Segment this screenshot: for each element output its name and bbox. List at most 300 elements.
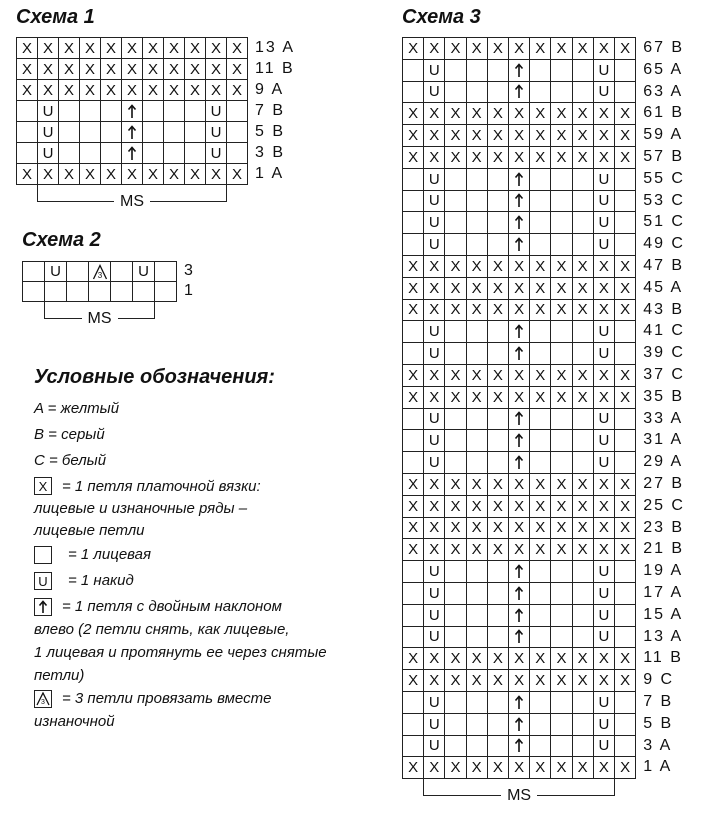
knit-cell: [402, 451, 424, 474]
knit-cell: [79, 100, 101, 122]
double-decrease-cell: [508, 582, 530, 605]
garter-stitch-cell: X: [508, 647, 530, 670]
garter-stitch-cell: X: [529, 386, 551, 409]
knit-cell: [572, 320, 594, 343]
garter-stitch-cell: X: [402, 386, 424, 409]
knit-cell: [444, 190, 466, 213]
double-decrease-icon: [514, 172, 524, 187]
row-label: 27 B: [643, 475, 685, 492]
garter-stitch-cell: X: [423, 473, 445, 496]
garter-stitch-cell: X: [487, 473, 509, 496]
garter-stitch-cell: X: [466, 495, 488, 518]
garter-stitch-cell: X: [614, 37, 636, 60]
knit-cell: [100, 100, 122, 122]
yarn-over-cell: U: [593, 713, 615, 736]
garter-stitch-cell: X: [529, 756, 551, 779]
yarn-over-cell: U: [423, 320, 445, 343]
knit-cell: [572, 451, 594, 474]
garter-stitch-cell: X: [79, 79, 101, 101]
garter-stitch-cell: X: [16, 37, 38, 59]
yarn-over-cell: U: [44, 261, 67, 282]
double-decrease-icon: [514, 608, 524, 623]
garter-stitch-cell: X: [444, 124, 466, 147]
garter-stitch-cell: X: [614, 124, 636, 147]
knit-cell: [572, 168, 594, 191]
knit-cell: [529, 320, 551, 343]
garter-stitch-cell: X: [487, 102, 509, 125]
double-decrease-icon: [514, 63, 524, 78]
double-decrease-icon: [514, 84, 524, 99]
knit-cell: [444, 408, 466, 431]
yarn-over-cell: U: [593, 429, 615, 452]
yarn-over-cell: U: [593, 735, 615, 758]
knit-cell: [487, 604, 509, 627]
knit-cell: [614, 735, 636, 758]
yarn-over-cell: U: [423, 626, 445, 649]
knit-cell: [550, 211, 572, 234]
garter-stitch-cell: X: [487, 669, 509, 692]
schema3-title: Схема 3: [402, 6, 481, 28]
garter-stitch-cell: X: [550, 124, 572, 147]
knit-cell: [487, 429, 509, 452]
knit-cell: [466, 211, 488, 234]
garter-stitch-cell: X: [79, 37, 101, 59]
garter-stitch-cell: X: [423, 102, 445, 125]
garter-stitch-cell: X: [508, 146, 530, 169]
double-decrease-icon: [514, 215, 524, 230]
yarn-over-cell: U: [37, 100, 59, 122]
garter-stitch-cell: X: [529, 538, 551, 561]
repeat-bracket: [44, 301, 155, 327]
double-decrease-cell: [508, 451, 530, 474]
garter-stitch-cell: X: [508, 756, 530, 779]
svg-text:3: 3: [41, 699, 45, 706]
knit-cell: [466, 451, 488, 474]
garter-stitch-cell: X: [550, 538, 572, 561]
double-decrease-cell: [508, 168, 530, 191]
garter-stitch-cell: X: [423, 299, 445, 322]
garter-stitch-cell: X: [423, 277, 445, 300]
garter-stitch-cell: X: [593, 538, 615, 561]
knit-cell: [529, 582, 551, 605]
knit-cell: [550, 320, 572, 343]
row-label: 3 B: [255, 144, 286, 161]
knit-cell: [444, 211, 466, 234]
repeat-label: MS: [82, 310, 118, 328]
knit-cell: [88, 281, 111, 302]
garter-stitch-cell: X: [466, 37, 488, 60]
yarn-over-cell: U: [423, 735, 445, 758]
legend-garter-line3: лицевые петли: [34, 522, 145, 539]
garter-stitch-cell: X: [423, 538, 445, 561]
knit-cell: [487, 626, 509, 649]
yarn-over-cell: U: [593, 211, 615, 234]
garter-stitch-cell: X: [423, 756, 445, 779]
knit-cell: [572, 211, 594, 234]
yarn-over-cell: U: [593, 190, 615, 213]
garter-stitch-cell: X: [572, 102, 594, 125]
garter-stitch-cell: X: [121, 79, 143, 101]
knit-cell: [154, 261, 177, 282]
garter-stitch-cell: X: [184, 163, 206, 185]
knit-cell: [444, 81, 466, 104]
knit-cell: [614, 560, 636, 583]
row-label: 3: [184, 262, 195, 279]
garter-stitch-cell: X: [466, 277, 488, 300]
double-decrease-cell: [508, 408, 530, 431]
knit-cell: [572, 604, 594, 627]
knit-cell: [184, 121, 206, 143]
garter-stitch-cell: X: [466, 364, 488, 387]
row-label: 47 B: [643, 257, 685, 274]
knit-cell: [226, 142, 248, 164]
row-label: 13 A: [643, 627, 684, 645]
row-label: 59 A: [643, 126, 684, 144]
legend-dec-line2: влево (2 петли снять, как лицевые,: [34, 621, 290, 638]
legend-purl3-line1: = 3 петли провязать вместе: [62, 690, 272, 707]
garter-stitch-cell: X: [163, 58, 185, 80]
row-label: 9 C: [643, 671, 675, 689]
double-decrease-cell: [508, 211, 530, 234]
garter-stitch-cell: X: [16, 58, 38, 80]
garter-stitch-cell: X: [184, 58, 206, 80]
garter-stitch-cell: X: [402, 517, 424, 540]
knit-cell: [444, 713, 466, 736]
garter-stitch-cell: X: [593, 364, 615, 387]
legend-title: Условные обозначения:: [34, 366, 275, 388]
yarn-over-cell: U: [423, 190, 445, 213]
knit-cell: [110, 261, 133, 282]
knit-cell: [529, 735, 551, 758]
garter-stitch-cell: X: [444, 647, 466, 670]
yarn-over-cell: U: [37, 121, 59, 143]
garter-stitch-cell: X: [508, 473, 530, 496]
knit-cell: [572, 81, 594, 104]
knit-cell: [444, 429, 466, 452]
knit-cell: [16, 121, 38, 143]
garter-stitch-cell: X: [550, 255, 572, 278]
knit-cell: [466, 604, 488, 627]
garter-stitch-cell: X: [508, 277, 530, 300]
garter-stitch-cell: X: [529, 255, 551, 278]
garter-stitch-cell: X: [184, 37, 206, 59]
garter-stitch-cell: X: [572, 386, 594, 409]
knit-cell: [444, 735, 466, 758]
knit-cell: [529, 429, 551, 452]
knit-cell: [572, 560, 594, 583]
knit-cell: [529, 713, 551, 736]
row-label: 5 B: [255, 123, 286, 140]
garter-stitch-cell: X: [593, 124, 615, 147]
legend-knit: = 1 лицевая: [68, 546, 152, 563]
double-decrease-icon: [514, 695, 524, 710]
row-label: 7 B: [255, 102, 286, 119]
knit-cell: [444, 560, 466, 583]
garter-stitch-cell: X: [423, 517, 445, 540]
garter-stitch-cell: X: [529, 647, 551, 670]
garter-stitch-cell: X: [423, 647, 445, 670]
garter-stitch-cell: X: [121, 58, 143, 80]
row-label: 49 C: [643, 235, 685, 253]
knit-cell: [550, 190, 572, 213]
knit-cell: [529, 168, 551, 191]
knit-cell: [614, 604, 636, 627]
knit-cell: [142, 142, 164, 164]
yarn-over-cell: U: [593, 168, 615, 191]
garter-stitch-cell: X: [163, 79, 185, 101]
garter-stitch-cell: X: [16, 163, 38, 185]
knit-cell: [572, 342, 594, 365]
garter-stitch-cell: X: [466, 473, 488, 496]
knit-cell: [444, 691, 466, 714]
garter-stitch-cell: X: [121, 37, 143, 59]
knit-cell: [614, 211, 636, 234]
double-decrease-icon: [514, 455, 524, 470]
garter-stitch-cell: X: [614, 277, 636, 300]
knit-cell: [466, 190, 488, 213]
knit-cell: [402, 713, 424, 736]
yarn-over-cell: U: [423, 451, 445, 474]
garter-stitch-cell: X: [100, 163, 122, 185]
yarn-over-cell: U: [37, 142, 59, 164]
garter-stitch-cell: X: [529, 495, 551, 518]
garter-stitch-cell: X: [487, 299, 509, 322]
knit-cell: [132, 281, 155, 302]
garter-stitch-cell: X: [487, 495, 509, 518]
knit-cell: [466, 168, 488, 191]
garter-stitch-cell: X: [487, 277, 509, 300]
garter-stitch-cell: X: [466, 102, 488, 125]
knit-cell: [110, 281, 133, 302]
garter-stitch-cell: X: [444, 517, 466, 540]
knit-cell: [487, 408, 509, 431]
row-label: 19 A: [643, 562, 684, 580]
garter-stitch-cell: X: [444, 386, 466, 409]
garter-stitch-cell: X: [402, 299, 424, 322]
garter-stitch-cell: X: [529, 299, 551, 322]
garter-stitch-cell: X: [529, 37, 551, 60]
garter-stitch-cell: X: [466, 255, 488, 278]
garter-stitch-cell: X: [550, 473, 572, 496]
garter-stitch-cell: X: [402, 364, 424, 387]
garter-stitch-cell: X: [529, 146, 551, 169]
garter-stitch-cell: X: [614, 517, 636, 540]
knit-cell: [529, 451, 551, 474]
knit-cell: [614, 233, 636, 256]
double-decrease-cell: [121, 142, 143, 164]
garter-stitch-cell: X: [572, 647, 594, 670]
garter-stitch-cell: X: [466, 538, 488, 561]
knit-cell: [614, 168, 636, 191]
garter-stitch-cell: X: [423, 255, 445, 278]
knit-cell: [163, 142, 185, 164]
double-decrease-icon: [514, 586, 524, 601]
garter-stitch-cell: X: [572, 146, 594, 169]
knit-cell: [402, 560, 424, 583]
garter-stitch-cell: X: [163, 37, 185, 59]
double-decrease-cell: [508, 59, 530, 82]
knit-cell: [16, 142, 38, 164]
knit-cell: [550, 342, 572, 365]
knit-cell: [402, 604, 424, 627]
knit-cell: [529, 59, 551, 82]
knit-cell: [44, 281, 67, 302]
garter-stitch-cell: X: [444, 364, 466, 387]
garter-stitch-cell: X: [423, 124, 445, 147]
garter-stitch-cell: X: [572, 756, 594, 779]
knit-cell: [466, 429, 488, 452]
knit-cell: [402, 320, 424, 343]
knit-cell: [572, 190, 594, 213]
double-decrease-cell: [508, 626, 530, 649]
knit-cell: [550, 713, 572, 736]
double-decrease-icon: [127, 125, 137, 140]
row-label: 33 A: [643, 409, 684, 427]
yarn-over-cell: U: [593, 451, 615, 474]
knit-cell: [614, 81, 636, 104]
garter-stitch-symbol: X: [34, 477, 52, 495]
row-label: 1 A: [255, 165, 285, 182]
knit-cell: [100, 121, 122, 143]
garter-stitch-cell: X: [593, 255, 615, 278]
garter-stitch-cell: X: [593, 37, 615, 60]
knit-cell: [466, 582, 488, 605]
knit-cell: [614, 691, 636, 714]
garter-stitch-cell: X: [226, 163, 248, 185]
row-label: 15 A: [643, 605, 684, 623]
garter-stitch-cell: X: [614, 146, 636, 169]
row-label: 57 B: [643, 148, 685, 165]
knit-cell: [614, 451, 636, 474]
garter-stitch-cell: X: [487, 756, 509, 779]
garter-stitch-cell: X: [529, 364, 551, 387]
row-label: 63 A: [643, 82, 684, 100]
knit-cell: [487, 59, 509, 82]
knit-cell: [444, 626, 466, 649]
knit-cell: [402, 190, 424, 213]
schema1-title: Схема 1: [16, 6, 95, 28]
yarn-over-cell: U: [593, 233, 615, 256]
garter-stitch-cell: X: [508, 538, 530, 561]
knit-cell: [444, 59, 466, 82]
knit-cell: [466, 408, 488, 431]
knit-cell: [402, 691, 424, 714]
knit-cell: [572, 735, 594, 758]
garter-stitch-cell: X: [614, 495, 636, 518]
garter-stitch-cell: X: [100, 37, 122, 59]
yarn-over-cell: U: [423, 408, 445, 431]
knit-cell: [487, 320, 509, 343]
knit-cell: [163, 100, 185, 122]
garter-stitch-cell: X: [572, 277, 594, 300]
garter-stitch-cell: X: [572, 517, 594, 540]
knit-cell: [487, 713, 509, 736]
garter-stitch-cell: X: [205, 79, 227, 101]
garter-stitch-cell: X: [487, 538, 509, 561]
row-label: 23 B: [643, 518, 685, 536]
legend-dec-line1: = 1 петля с двойным наклоном: [62, 598, 282, 615]
double-decrease-icon: [514, 717, 524, 732]
garter-stitch-cell: X: [508, 124, 530, 147]
garter-stitch-cell: X: [508, 669, 530, 692]
garter-stitch-cell: X: [550, 669, 572, 692]
double-decrease-cell: [508, 342, 530, 365]
yarn-over-cell: U: [423, 582, 445, 605]
knit-cell: [402, 81, 424, 104]
garter-stitch-cell: X: [466, 124, 488, 147]
knit-cell: [572, 59, 594, 82]
knit-cell: [614, 713, 636, 736]
garter-stitch-cell: X: [402, 647, 424, 670]
row-label: 45 A: [643, 278, 684, 296]
knit-cell: [66, 261, 89, 282]
knit-cell: [444, 168, 466, 191]
garter-stitch-cell: X: [444, 255, 466, 278]
double-decrease-cell: [508, 233, 530, 256]
row-label: 29 A: [643, 453, 684, 471]
double-decrease-icon: [514, 738, 524, 753]
repeat-bracket: [423, 778, 615, 805]
knit-cell: [402, 211, 424, 234]
garter-stitch-cell: X: [508, 386, 530, 409]
knit-cell: [550, 233, 572, 256]
row-label: 55 C: [643, 169, 685, 187]
double-decrease-cell: [508, 735, 530, 758]
garter-stitch-cell: X: [572, 538, 594, 561]
garter-stitch-cell: X: [508, 37, 530, 60]
garter-stitch-cell: X: [142, 37, 164, 59]
knit-cell: [550, 604, 572, 627]
yarn-over-cell: U: [132, 261, 155, 282]
knit-cell: [142, 121, 164, 143]
yarn-over-cell: U: [423, 560, 445, 583]
double-decrease-icon: [514, 411, 524, 426]
knit-cell: [466, 691, 488, 714]
garter-stitch-cell: X: [466, 146, 488, 169]
knit-cell: [487, 691, 509, 714]
garter-stitch-cell: X: [142, 79, 164, 101]
garter-stitch-cell: X: [402, 756, 424, 779]
knit-cell: [79, 142, 101, 164]
garter-stitch-cell: X: [444, 102, 466, 125]
knit-cell: [487, 451, 509, 474]
double-decrease-cell: [121, 121, 143, 143]
knit-cell: [487, 560, 509, 583]
knit-cell: [550, 451, 572, 474]
garter-stitch-cell: X: [444, 756, 466, 779]
garter-stitch-cell: X: [58, 79, 80, 101]
garter-stitch-cell: X: [58, 58, 80, 80]
garter-stitch-cell: X: [226, 58, 248, 80]
knit-cell: [529, 190, 551, 213]
yarn-over-cell: U: [423, 691, 445, 714]
garter-stitch-cell: X: [593, 647, 615, 670]
garter-stitch-cell: X: [79, 163, 101, 185]
knit-cell: [402, 59, 424, 82]
garter-stitch-cell: X: [593, 473, 615, 496]
garter-stitch-cell: X: [205, 37, 227, 59]
garter-stitch-cell: X: [402, 495, 424, 518]
garter-stitch-cell: X: [466, 299, 488, 322]
garter-stitch-cell: X: [79, 58, 101, 80]
garter-stitch-cell: X: [487, 647, 509, 670]
legend-color-c: C = белый: [34, 452, 107, 469]
row-label: 37 C: [643, 366, 685, 383]
knit-cell: [550, 560, 572, 583]
yarn-over-cell: U: [593, 320, 615, 343]
garter-stitch-cell: X: [37, 37, 59, 59]
row-label: 61 B: [643, 104, 685, 122]
